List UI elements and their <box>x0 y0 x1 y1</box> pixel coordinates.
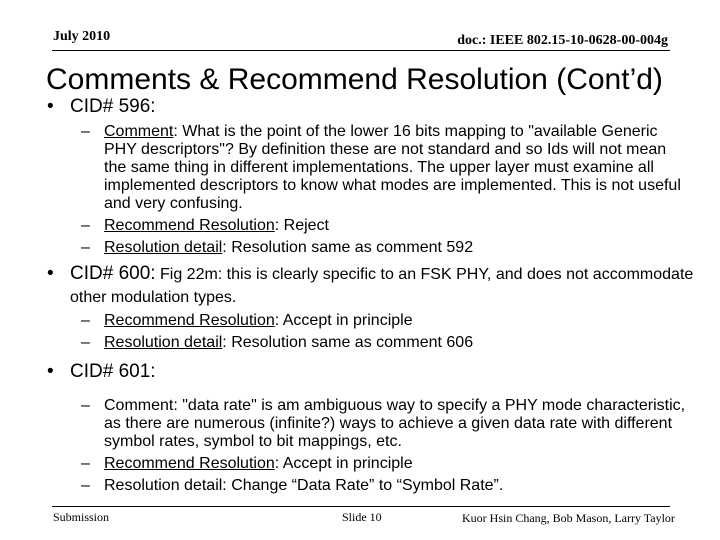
bullet-cid-596 <box>0 96 720 118</box>
detail-text: : Resolution same as comment 606 <box>222 334 474 351</box>
footer-authors: Kuor Hsin Chang, Bob Mason, Larry Taylor <box>462 511 675 525</box>
bullet-dot-icon: • <box>47 263 54 284</box>
recommend-text: : Reject <box>274 217 329 234</box>
footer-divider <box>52 506 670 507</box>
slide-title: Comments & Recommend Resolution (Cont’d) <box>46 63 663 96</box>
dash-icon: – <box>81 477 90 494</box>
footer-submission: Submission <box>53 510 110 524</box>
header-doc-id: doc.: IEEE 802.15-10-0628-00-004g <box>457 33 668 48</box>
detail-text: : Resolution same as comment 592 <box>222 239 474 256</box>
recommend-label: Recommend Resolution <box>104 312 275 329</box>
bullet-dot-icon: • <box>47 96 54 117</box>
recommend-text: : Accept in principle <box>274 312 413 329</box>
cid-label: CID# 601: <box>70 361 156 382</box>
sub-item-resolution-detail <box>0 334 720 352</box>
comment-text: : What is the point of the lower 16 bits mapping to "available Generic PHY descriptors"? By definition these are not standard and so Ids will not mean the same thing in different implementations. The upper layer must examine all implemented descriptors to know what modes are implemented. This is not useful and very confusing. <box>104 123 681 212</box>
sub-item-comment <box>0 123 720 213</box>
dash-icon: – <box>81 239 90 256</box>
recommend-label: Recommend Resolution <box>104 455 275 472</box>
dash-icon: – <box>81 397 90 414</box>
footer-slide-number: Slide 10 <box>342 510 382 524</box>
dash-icon: – <box>81 217 90 234</box>
cid-label: CID# 596: <box>70 96 156 117</box>
dash-icon: – <box>81 312 90 329</box>
sub-item-resolution-detail <box>0 239 720 257</box>
dash-icon: – <box>81 455 90 472</box>
bullet-cid-601 <box>0 361 720 383</box>
slide-content <box>0 96 720 495</box>
cid-label: CID# 600: <box>70 263 156 284</box>
comment-label: Comment <box>104 123 174 140</box>
sub-item-comment <box>0 397 720 451</box>
header-divider <box>52 50 670 51</box>
comment-text: Comment: "data rate" is am ambiguous way to specify a PHY mode characteristic, as there are numerous (infinite?) ways to achieve a given data rate with different symbol rates, symbol to bit mappings, etc. <box>104 397 686 450</box>
detail-text: Resolution detail: Change “Data Rate” to “Symbol Rate”. <box>104 477 504 494</box>
dash-icon: – <box>81 123 90 140</box>
detail-label: Resolution detail <box>104 239 223 256</box>
sub-item-recommend-resolution <box>0 312 720 330</box>
sub-item-resolution-detail <box>0 477 720 495</box>
detail-label: Resolution detail <box>104 334 223 351</box>
recommend-text: : Accept in principle <box>274 455 413 472</box>
recommend-label: Recommend Resolution <box>104 217 275 234</box>
cid-description: Fig 22m: this is clearly specific to an FSK PHY, and does not accommodate other modulation types. <box>70 266 694 306</box>
sub-item-recommend-resolution <box>0 217 720 235</box>
bullet-dot-icon: • <box>47 361 54 382</box>
bullet-cid-600 <box>0 263 720 309</box>
dash-icon: – <box>81 334 90 351</box>
sub-item-recommend-resolution <box>0 455 720 473</box>
header-date: July 2010 <box>53 29 111 44</box>
